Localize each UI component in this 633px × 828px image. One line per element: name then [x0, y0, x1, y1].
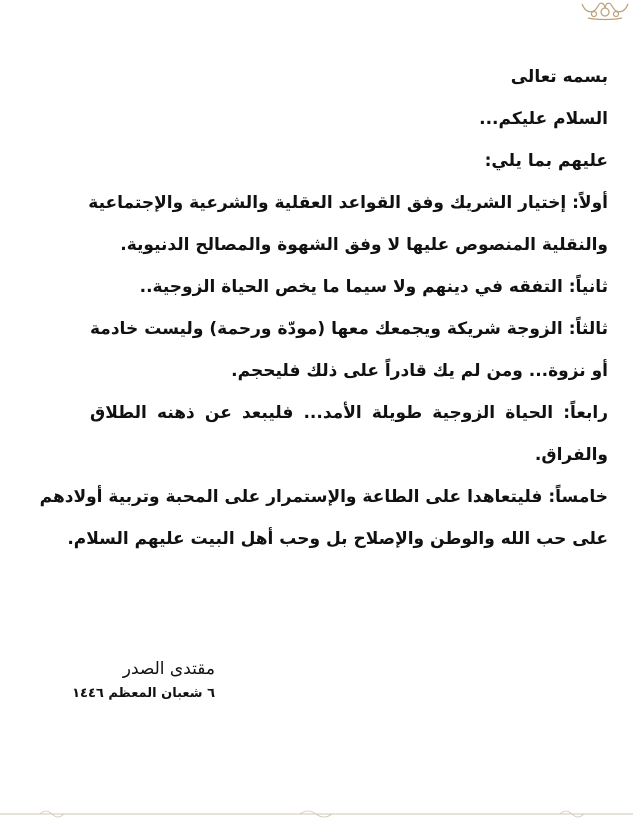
- point-5-line-1: خامساً: فليتعاهدا على الطاعة والإستمرار على المحبة وتربية أولادهم: [39, 487, 608, 507]
- point-3-line-1: ثالثاً: الزوجة شريكة ويجمعك معها (مودّة ورحمة) وليست خادمة: [90, 319, 608, 339]
- letter-body: [39, 56, 608, 560]
- point-3-line-2: أو نزوة... ومن لم يك قادراً على ذلك فليحجم.: [231, 361, 608, 381]
- signature-date: ٦ شعبان المعظم ١٤٤٦: [72, 686, 215, 701]
- point-4-line-1: رابعاً: الحياة الزوجية طويلة الأمد... فليبعد عن ذهنه الطلاق: [90, 403, 608, 423]
- point-5-line-2: على حب الله والوطن والإصلاح بل وحب أهل البيت عليهم السلام.: [67, 529, 608, 549]
- opening-line: بسمه تعالى: [510, 67, 608, 87]
- point-1-line-2: والنقلية المنصوص عليها لا وفق الشهوة والمصالح الدنيوية.: [120, 235, 608, 255]
- point-1-line-1: أولاً: إختيار الشريك وفق القواعد العقلية والشرعية والإجتماعية: [88, 193, 608, 213]
- signature-name: مقتدى الصدر: [122, 659, 215, 679]
- decorative-border: [0, 806, 633, 822]
- signature-block: [72, 655, 215, 705]
- floral-ornament-icon: [578, 0, 633, 22]
- point-4-line-2: والفراق.: [534, 445, 608, 465]
- point-2-line-1: ثانياً: التفقه في دينهم ولا سيما ما يخص الحياة الزوجية..: [139, 277, 608, 297]
- greeting-line: السلام عليكم...: [479, 109, 608, 129]
- intro-line: عليهم بما يلي:: [484, 151, 608, 171]
